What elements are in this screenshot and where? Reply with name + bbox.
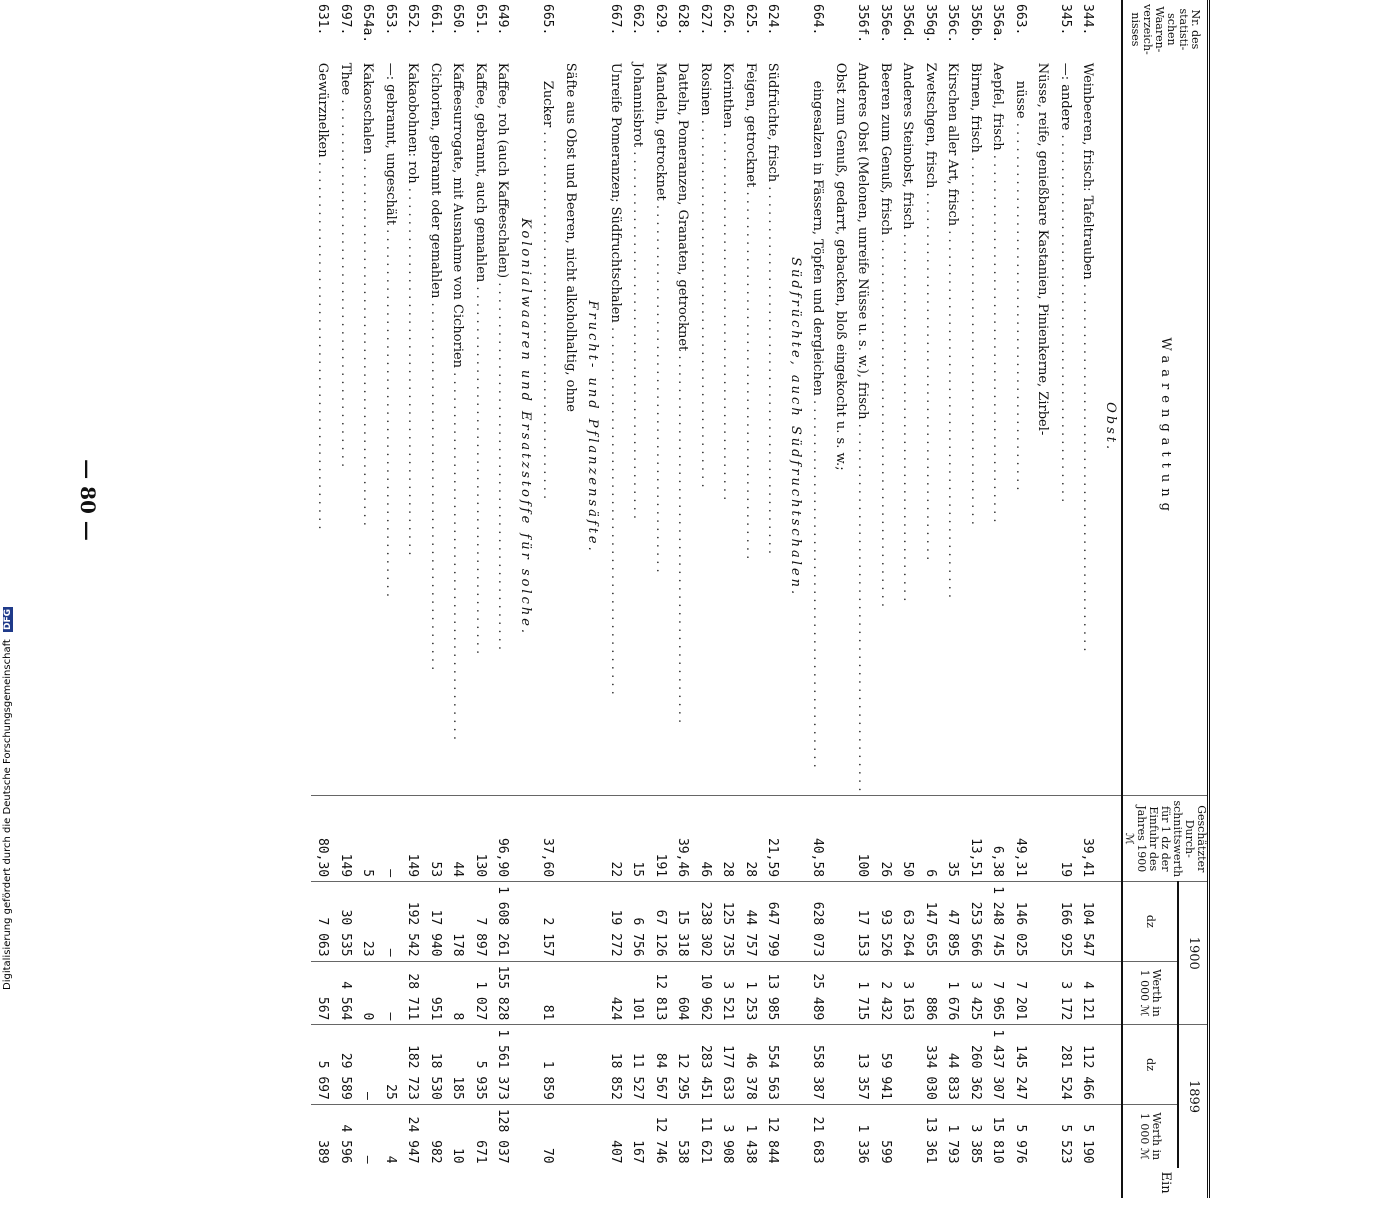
row-name: Birnen, frisch [968,62,983,153]
row-name-cell [536,59,581,796]
row-name: Aepfel, frisch [990,62,1006,151]
table-row [694,0,717,1198]
row-name-cell [626,59,649,796]
row-name-continued: eingesalzen in Fässern, Töpfen und dergleichen [810,80,826,396]
table-row [919,0,942,1198]
row-value-per-dz: 49,31 [1009,796,1054,882]
row-dz-1899: 182 723 [401,1025,424,1104]
row-name-cell [401,59,424,796]
row-wert-1900: 4 121 [1076,961,1099,1025]
section-title: Südfrüchte, auch Südfruchtschalen. [788,257,803,598]
row-value-per-dz: 96,90 [491,796,514,882]
row-dz-1900: 125 735 [716,882,739,961]
row-wert-1900: 567 [311,961,334,1025]
row-wert-1900: 1 027 [469,961,492,1025]
col-header-year-1900: 1900 [1178,882,1209,1025]
row-dz-1900: 647 799 [761,882,784,961]
row-name: Kaffee, gebrannt, auch gemahlen [473,62,488,283]
row-value-per-dz: 19 [1054,796,1077,882]
row-wert-1899: 4 [379,1104,402,1167]
row-value-per-dz: 46 [694,796,717,882]
row-name-cell [491,59,514,796]
row-value-per-dz: 22 [604,796,627,882]
digitization-note [2,607,13,990]
row-nr: 628. [675,4,691,36]
row-wert-1900: 101 [626,961,649,1025]
row-dz-1900: 147 655 [919,882,942,961]
row-nr: 624. [765,4,781,36]
row-dz-1899: 5 697 [311,1025,334,1104]
table-row [446,0,469,1198]
row-wert-1900: 1 676 [941,961,964,1025]
section-header-row [581,0,604,1198]
table-row [716,0,739,1198]
row-wert-1899: 671 [469,1104,492,1167]
row-dz-1899: 44 833 [941,1025,964,1104]
row-name: Gewürznelken [315,62,331,158]
row-wert-1899: 167 [626,1104,649,1167]
row-wert-1899: 5 190 [1076,1104,1099,1167]
row-dz-1899: 46 378 [739,1025,762,1104]
row-wert-1900: 604 [671,961,694,1025]
row-name-cell [1009,59,1054,796]
row-nr: 650. [450,4,466,36]
row-dz-1899: 18 530 [424,1025,447,1104]
row-dz-1899: 5 935 [469,1025,492,1104]
row-wert-1899: 5 523 [1054,1104,1077,1167]
table-row [626,0,649,1198]
row-name-cell [671,59,694,796]
row-nr: 345. [1058,4,1073,36]
row-wert-1899 [896,1104,919,1167]
row-wert-1899: 982 [424,1104,447,1167]
row-wert-1899: 5 976 [1009,1104,1054,1167]
row-wert-1900: 886 [919,961,942,1025]
row-value-per-dz: 39,46 [671,796,694,882]
table-row [311,0,334,1198]
row-name-cell [379,59,402,796]
row-wert-1899: 15 810 [986,1104,1009,1167]
row-dz-1900: 1 248 745 [986,882,1009,961]
row-dz-1900: 93 526 [874,882,897,961]
row-nr: 662. [630,4,646,36]
row-value-per-dz: 191 [649,796,672,882]
col-header-value-per-dz-text: Geschätzter Durch- schnittswerth für 1 dz der Einfuhr des Jahres 1900 [1135,800,1208,878]
row-dz-1899: 1 561 373 [491,1025,514,1104]
col-header-nr: Nr. des statisti- schen Waaren- verzeich- nisses [1122,0,1209,59]
row-name-cell [424,59,447,796]
row-wert-1900: 28 711 [401,961,424,1025]
table-row [851,0,874,1198]
row-wert-1900: 7 965 [986,961,1009,1025]
row-wert-1899: 3 385 [964,1104,987,1167]
row-name: Feigen, getrocknet [743,62,758,188]
row-wert-1900: 1 715 [851,961,874,1025]
row-nr: 661. [428,4,443,36]
row-nr: 356d. [900,4,916,44]
col-header-wert-1899: Werth in 1 000 ℳ [1122,1104,1178,1167]
row-value-per-dz: 15 [626,796,649,882]
row-value-per-dz: 50 [896,796,919,882]
table-row [379,0,402,1198]
row-dz-1899: 145 247 [1009,1025,1054,1104]
row-name-cell [986,59,1009,796]
row-nr: 356e. [878,4,893,44]
row-value-per-dz: 149 [334,796,357,882]
row-dz-1900: 192 542 [401,882,424,961]
row-name-cell [1054,59,1077,796]
row-wert-1899: 538 [671,1104,694,1167]
row-name: Thee [338,62,353,96]
row-wert-1899: 1 336 [851,1104,874,1167]
row-dz-1899: 112 466 [1076,1025,1099,1104]
row-dz-1899: 11 527 [626,1025,649,1104]
row-value-per-dz: — [379,796,402,882]
row-nr: 356a. [990,4,1006,44]
row-name-cell [356,59,379,796]
row-wert-1899: 21 683 [806,1104,851,1167]
col-header-dz-1899: dz [1122,1025,1178,1104]
table-row [356,0,379,1198]
table-row [896,0,919,1198]
row-wert-1899: 4 596 [334,1104,357,1167]
col-header-year-1899: 1899 [1178,1025,1209,1168]
row-nr: 356c. [945,4,961,44]
row-name: Datteln, Pomeranzen, Granaten, getrocknet [675,62,691,352]
row-dz-1899 [896,1025,919,1104]
row-name: Cichorien, gebrannt oder gemahlen [428,62,443,299]
row-name-cell [446,59,469,796]
row-value-per-dz: 80,30 [311,796,334,882]
table-row [1076,0,1099,1198]
row-name-cell [919,59,942,796]
section-title: Obst. [1103,402,1118,453]
row-wert-1899: — [356,1104,379,1167]
row-name: Säfte aus Obst und Beeren, nicht alkoholhaltig, ohne [563,62,578,412]
row-dz-1899: 177 633 [716,1025,739,1104]
row-wert-1900: 12 813 [649,961,672,1025]
table-row [649,0,672,1198]
row-name: Mandeln, getrocknet [653,62,668,201]
row-dz-1900: 23 [356,882,379,961]
row-dz-1900: 178 [446,882,469,961]
row-nr: 356f. [855,4,871,44]
row-value-per-dz: 6,38 [986,796,1009,882]
row-name: Kaffee, roh (auch Kaffeeschalen) [495,62,511,279]
row-name: Kaffeesurrogate, mit Ausnahme von Cichorien [450,62,466,369]
row-dz-1899: 13 357 [851,1025,874,1104]
row-value-per-dz: 28 [739,796,762,882]
row-wert-1899: 24 947 [401,1104,424,1167]
row-wert-1900: 3 521 [716,961,739,1025]
col-header-value-per-dz [1122,796,1209,882]
row-wert-1899: 1 793 [941,1104,964,1167]
row-dz-1900: 19 272 [604,882,627,961]
row-value-per-dz: 100 [851,796,874,882]
row-value-per-dz: 37,60 [536,796,581,882]
row-dz-1900: 1 608 261 [491,882,514,961]
col-header-corner: Ein [1122,1168,1209,1198]
row-wert-1900: 155 828 [491,961,514,1025]
row-nr: 649. [495,4,511,36]
table-row [334,0,357,1198]
row-name-cell [964,59,987,796]
col-header-waarengattung: Waarengattung [1122,59,1209,796]
col-header-wert-1900: Werth in 1 000 ℳ [1122,961,1178,1025]
row-wert-1899: 128 037 [491,1104,514,1167]
row-dz-1899: 1 859 [536,1025,581,1104]
row-name: Beeren zum Genuß, frisch [878,62,893,236]
row-name: —: andere [1058,62,1073,131]
row-wert-1899: 13 361 [919,1104,942,1167]
row-nr: 631. [315,4,331,36]
row-dz-1900: 44 757 [739,882,762,961]
row-name: Obst zum Genuß, gedarrt, gebacken, bloß eingekocht u. s. w.; [833,62,848,471]
row-wert-1900: 3 172 [1054,961,1077,1025]
row-name-cell [874,59,897,796]
row-dz-1899: 283 451 [694,1025,717,1104]
row-value-per-dz: 40,58 [806,796,851,882]
row-wert-1899: 407 [604,1104,627,1167]
row-dz-1900: 104 547 [1076,882,1099,961]
row-value-per-dz: 53 [424,796,447,882]
row-dz-1900: 47 895 [941,882,964,961]
row-wert-1900: 3 163 [896,961,919,1025]
row-dz-1900: — [379,882,402,961]
row-wert-1900: 81 [536,961,581,1025]
row-wert-1900: 25 489 [806,961,851,1025]
row-dz-1899: 558 387 [806,1025,851,1104]
row-name: Kakaobohnen: roh [405,62,421,184]
row-name: Nüsse, reife, genießbare Kastanien, Pinienkerne, Zirbel- [1035,62,1051,436]
row-wert-1900: 7 201 [1009,961,1054,1025]
row-dz-1900: 238 302 [694,882,717,961]
row-wert-1900: 8 [446,961,469,1025]
row-wert-1899: 3 908 [716,1104,739,1167]
row-name-cell [604,59,627,796]
row-nr: 629. [653,4,668,36]
row-nr: 651. [473,4,488,36]
row-name-cell [469,59,492,796]
row-name: Zwetschgen, frisch [923,62,938,189]
row-dz-1900: 17 153 [851,882,874,961]
row-wert-1900: 0 [356,961,379,1025]
table-row [491,0,514,1198]
table-row [964,0,987,1198]
row-dz-1899: 59 941 [874,1025,897,1104]
row-dz-1900: 253 566 [964,882,987,961]
row-dz-1899: 1 437 307 [986,1025,1009,1104]
row-dz-1899: — [356,1025,379,1104]
row-wert-1899: 12 746 [649,1104,672,1167]
row-dz-1899: 18 852 [604,1025,627,1104]
section-title: Frucht- und Pflanzensäfte. [585,300,601,554]
row-wert-1900: 10 962 [694,961,717,1025]
col-header-dz-1900: dz [1122,882,1178,961]
row-wert-1899: 389 [311,1104,334,1167]
table-row [671,0,694,1198]
row-dz-1899: 185 [446,1025,469,1104]
row-name-cell [761,59,784,796]
row-dz-1900: 6 756 [626,882,649,961]
row-wert-1900: 424 [604,961,627,1025]
dfg-logo-icon: DFG [3,608,13,630]
row-wert-1900: — [379,961,402,1025]
row-name: Südfrüchte, frisch [765,62,781,183]
section-title: Kolonialwaaren und Ersatzstoffe für solche. [518,218,533,637]
row-nr: 627. [698,4,713,36]
table-row [401,0,424,1198]
row-name: —: gebrannt, ungeschält [383,62,398,226]
table-row [536,0,581,1198]
row-name-continued: nüsse [1013,80,1028,119]
row-value-per-dz: 35 [941,796,964,882]
row-name-cell [941,59,964,796]
table-row [1054,0,1077,1198]
row-name-cell [694,59,717,796]
row-wert-1900: 951 [424,961,447,1025]
row-wert-1899: 70 [536,1104,581,1167]
row-wert-1899: 599 [874,1104,897,1167]
table-row [469,0,492,1198]
table-row [1009,0,1054,1198]
row-value-per-dz: 5 [356,796,379,882]
row-nr: 356b. [968,4,983,44]
row-dz-1900: 7 897 [469,882,492,961]
row-dz-1899: 25 [379,1025,402,1104]
row-dz-1899: 260 362 [964,1025,987,1104]
row-wert-1899: 10 [446,1104,469,1167]
row-value-per-dz: 28 [716,796,739,882]
row-wert-1900: 2 432 [874,961,897,1025]
rotated-table-page [76,0,1210,1230]
row-value-per-dz: 26 [874,796,897,882]
row-nr: 626. [720,4,736,36]
row-nr: 653. [383,4,398,36]
row-name-cell [739,59,762,796]
row-nr: 667. [608,4,623,36]
row-nr: 664. [810,4,826,36]
section-header-row [784,0,807,1198]
row-name: Johannisbrot [630,62,646,148]
row-wert-1900: 13 985 [761,961,784,1025]
row-name: Kirschen aller Art, frisch [945,62,961,227]
table-row [986,0,1009,1198]
row-value-per-dz: 130 [469,796,492,882]
row-dz-1900: 67 126 [649,882,672,961]
row-name: Weinbeeren, frisch: Tafeltrauben [1080,62,1096,280]
row-nr: 625. [743,4,758,36]
row-name: Anderes Obst (Melonen, unreife Nüsse u. s. w.), frisch [855,62,871,420]
table-body [311,0,1122,1198]
row-value-per-dz: 149 [401,796,424,882]
row-value-per-dz: 44 [446,796,469,882]
row-name-cell [334,59,357,796]
row-value-per-dz: 21,59 [761,796,784,882]
row-dz-1900: 628 073 [806,882,851,961]
row-dz-1899: 554 563 [761,1025,784,1104]
section-header-row [1099,0,1123,1198]
row-nr: 356g. [923,4,938,44]
section-header-row [514,0,537,1198]
trade-statistics-table [311,0,1210,1198]
row-name: Anderes Steinobst, frisch [900,62,916,230]
row-value-per-dz: 39,41 [1076,796,1099,882]
row-dz-1899: 29 589 [334,1025,357,1104]
row-dz-1900: 17 940 [424,882,447,961]
row-name-cell [649,59,672,796]
row-name-cell [806,59,851,796]
row-name: Rosinen [698,62,713,116]
row-nr: 654a. [360,4,376,44]
row-dz-1899: 84 567 [649,1025,672,1104]
row-dz-1900: 7 063 [311,882,334,961]
row-name-cell [896,59,919,796]
row-nr: 652. [405,4,421,36]
row-nr: 697. [338,4,353,36]
row-wert-1899: 12 844 [761,1104,784,1167]
row-name: Korinthen [720,62,736,129]
table-row [806,0,851,1198]
row-nr: 663. [1013,4,1028,36]
row-name: Unreife Pomeranzen; Südfruchtschalen [608,62,623,323]
row-dz-1900: 30 535 [334,882,357,961]
row-wert-1900: 1 253 [739,961,762,1025]
row-value-per-dz: 6 [919,796,942,882]
table-row [739,0,762,1198]
table-row [761,0,784,1198]
row-name-cell [1076,59,1099,796]
row-dz-1900: 2 157 [536,882,581,961]
row-dz-1900: 63 264 [896,882,919,961]
row-nr: 344. [1080,4,1096,36]
row-dz-1900: 166 925 [1054,882,1077,961]
row-name-continued: Zucker [540,80,556,128]
row-dz-1899: 334 030 [919,1025,942,1104]
row-wert-1900: 3 425 [964,961,987,1025]
row-wert-1900: 4 564 [334,961,357,1025]
row-nr: 665. [540,4,556,36]
row-wert-1899: 1 438 [739,1104,762,1167]
row-wert-1899: 11 621 [694,1104,717,1167]
row-dz-1899: 12 295 [671,1025,694,1104]
row-dz-1900: 15 318 [671,882,694,961]
table-row [874,0,897,1198]
row-dz-1900: 146 025 [1009,882,1054,961]
row-value-per-dz: 13,51 [964,796,987,882]
row-name-cell [311,59,334,796]
table-row [604,0,627,1198]
table-row [424,0,447,1198]
row-name-cell [851,59,874,796]
col-header-value-unit: ℳ [1123,832,1136,845]
digitization-note-text: Digitalisierung gefördert durch die Deutsche Forschungsgemeinschaft [2,639,13,990]
row-name-cell [716,59,739,796]
table-row [941,0,964,1198]
row-name: Kakaoschalen [360,62,376,154]
page-number: — 80 — [76,459,100,541]
row-dz-1899: 281 524 [1054,1025,1077,1104]
